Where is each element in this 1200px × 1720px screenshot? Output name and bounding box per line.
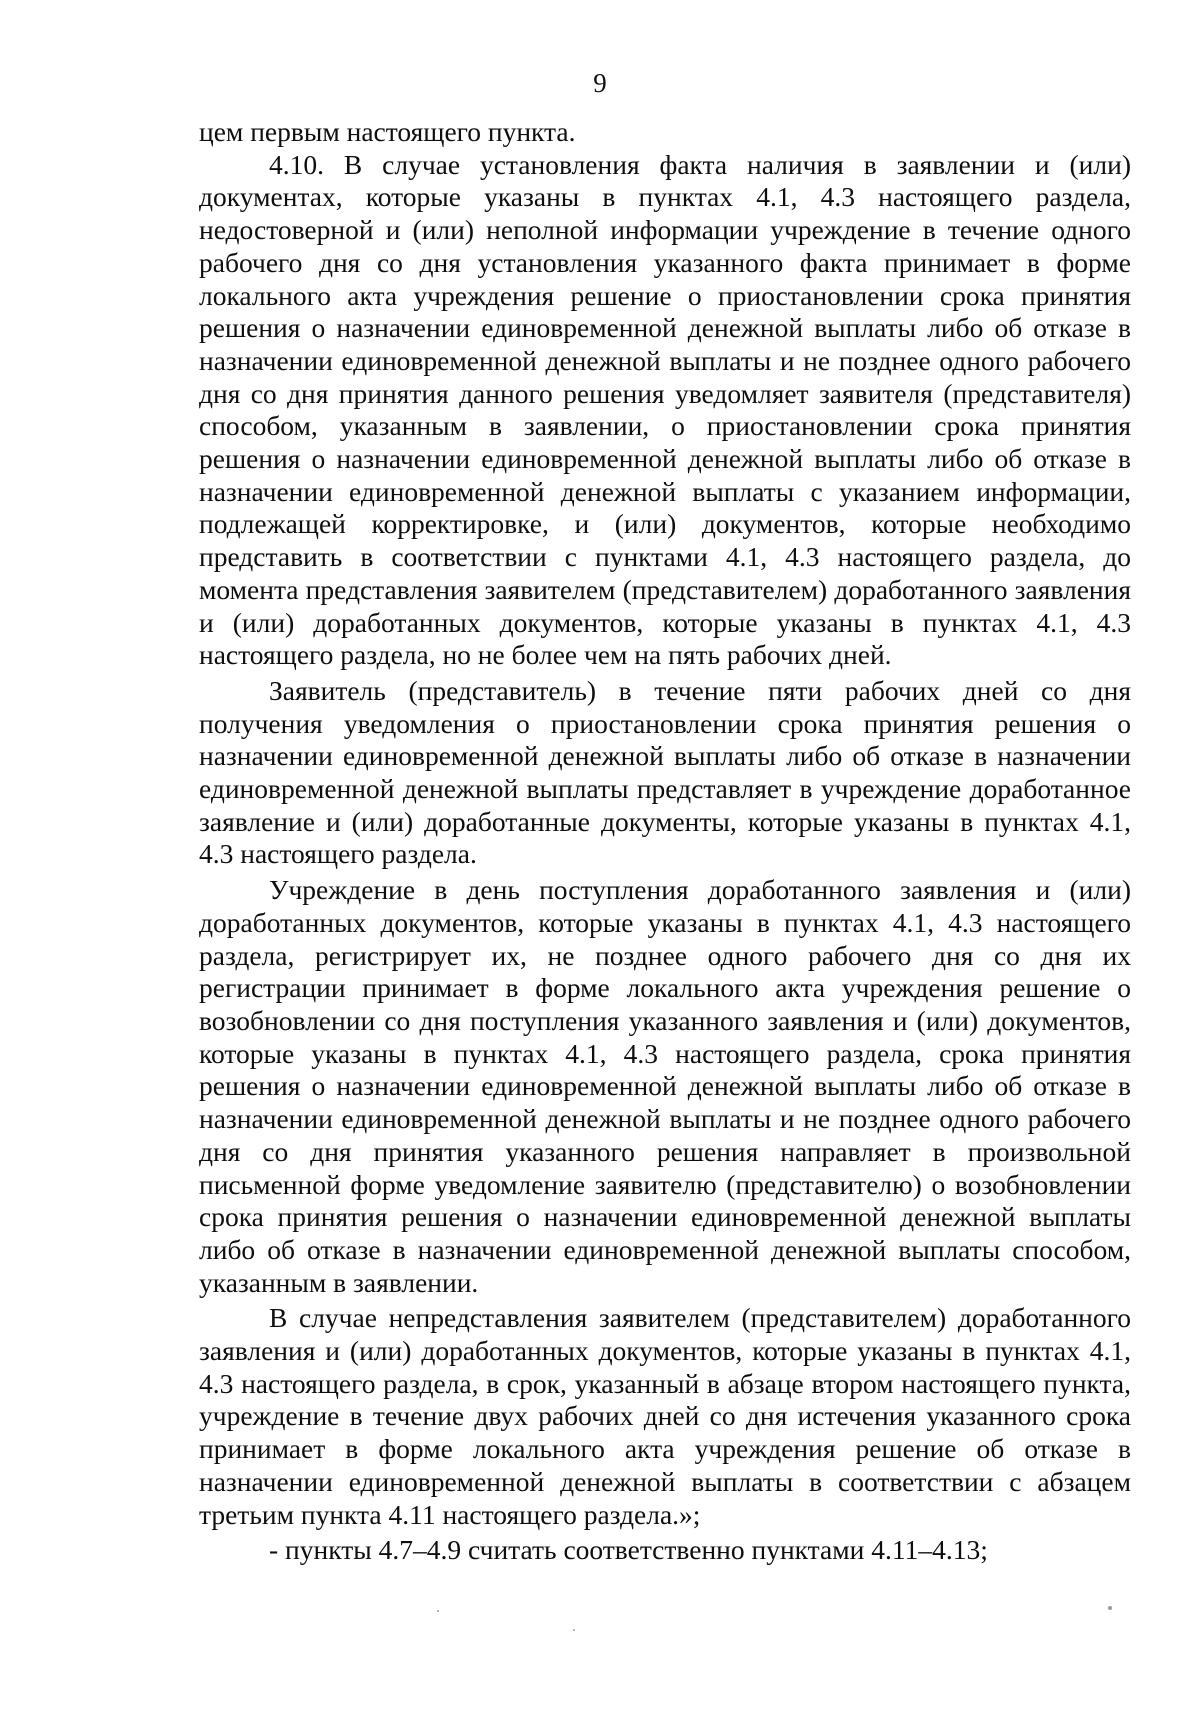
paragraph-non-submission: В случае непредставления заявителем (представителем) доработанного заявления и (или) доработанных документов, которые указаны в пунктах 4.1, 4.3 настоящего раздела, в срок, указанный в абзаце втором настоящего пункта, учреждение в течение двух рабочих дней со дня истечения указанного срока принимает в форме локального акта учреждения решение об отказе в назначении единовременной денежной выплаты в соответствии с абзацем третьим пункта 4.11 настоящего раздела.»; <box>199 1302 1131 1530</box>
paragraph-4-10: 4.10. В случае установления факта наличия в заявлении и (или) документах, которые указаны в пунктах 4.1, 4.3 настоящего раздела, недостоверной и (или) неполной информации учреждение в течение одного рабочего дня со дня установления указанного факта принимает в форме локального акта учреждения решение о приостановлении срока принятия решения о назначении единовременной денежной выплаты либо об отказе в назначении единовременной денежной выплаты и не позднее одного рабочего дня со дня принятия данного решения уведомляет заявителя (представителя) способом, указанным в заявлении, о приостановлении срока принятия решения о назначении единовременной денежной выплаты либо об отказе в назначении единовременной денежной выплаты с указанием информации, подлежащей корректировке, и (или) документов, которые необходимо представить в соответствии с пунктами 4.1, 4.3 настоящего раздела, до момента представления заявителем (представителем) доработанного заявления и (или) доработанных документов, которые указаны в пунктах 4.1, 4.3 настоящего раздела, но не более чем на пять рабочих дней. <box>199 148 1131 671</box>
paragraph-renumbering: - пункты 4.7–4.9 считать соответственно пунктами 4.11–4.13; <box>269 1534 988 1566</box>
paragraph-institution: Учреждение в день поступления доработанного заявления и (или) доработанных документов, которые указаны в пунктах 4.1, 4.3 настоящего раздела, регистрирует их, не позднее одного рабочего дня со дня их регистрации принимает в форме локального акта учреждения решение о возобновлении со дня поступления указанного заявления и (или) документов, которые указаны в пунктах 4.1, 4.3 настоящего раздела, срока принятия решения о назначении единовременной денежной выплаты либо об отказе в назначении единовременной денежной выплаты и не позднее одного рабочего дня со дня принятия указанного решения направляет в произвольной письменной форме уведомление заявителю (представителю) о возобновлении срока принятия решения о назначении единовременной денежной выплаты либо об отказе в назначении единовременной денежной выплаты способом, указанным в заявлении. <box>199 874 1131 1298</box>
document-body <box>199 116 1131 1570</box>
scan-speck <box>437 1610 439 1612</box>
paragraph-continuation: цем первым настоящего пункта. <box>199 116 576 147</box>
scan-speck <box>573 1629 575 1631</box>
scan-speck <box>1108 1606 1112 1610</box>
page-number: 9 <box>593 68 607 98</box>
paragraph-applicant: Заявитель (представитель) в течение пяти рабочих дней со дня получения уведомления о приостановлении срока принятия решения о назначении единовременной денежной выплаты либо об отказе в назначении единовременной денежной выплаты представляет в учреждение доработанное заявление и (или) доработанные документы, которые указаны в пунктах 4.1, 4.3 настоящего раздела. <box>199 674 1131 870</box>
